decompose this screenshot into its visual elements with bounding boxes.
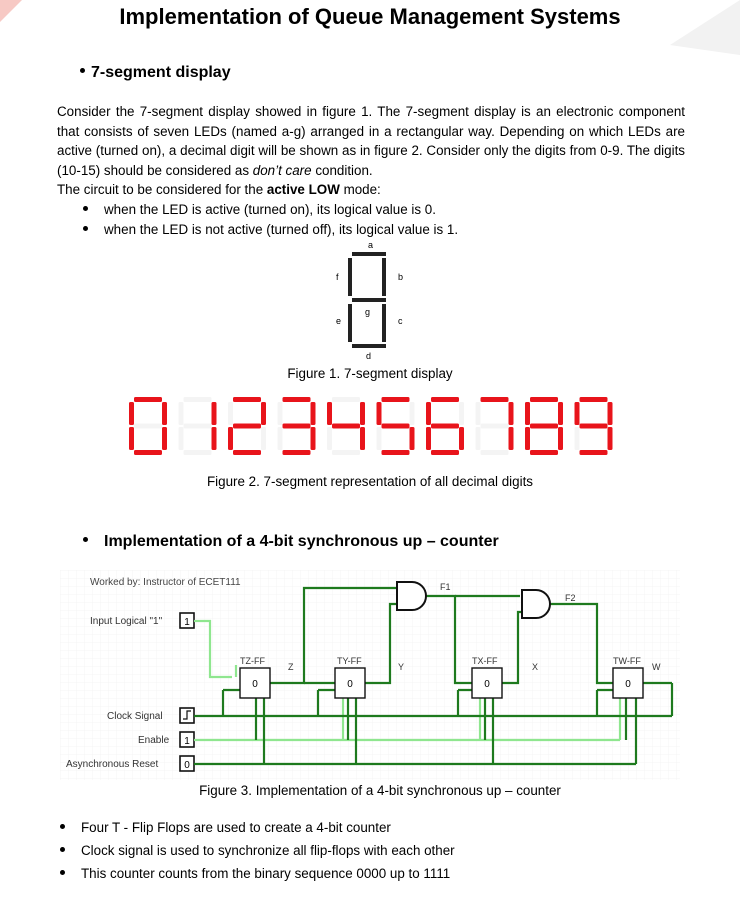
label-f: f: [336, 272, 339, 282]
input-logical-value: 1: [184, 617, 190, 628]
bullet-item: [83, 220, 458, 240]
counter-circuit: [60, 570, 680, 780]
circuit-grid: [60, 570, 680, 780]
flipflop-name: TY-FF: [337, 656, 362, 666]
digit-1-segment-g: [184, 424, 212, 429]
worked-by-label: Worked by: Instructor of ECET111: [90, 577, 241, 588]
bullet-text: This counter counts from the binary sequence 0000 up to 1111: [81, 866, 451, 881]
label-c: c: [398, 316, 403, 326]
digit-1-segment-b: [212, 402, 217, 425]
digit-0-segment-a: [134, 397, 162, 402]
para2-text: The circuit to be considered for the: [57, 182, 267, 197]
flipflop-name: TZ-FF: [240, 656, 265, 666]
bullet-item: [83, 200, 436, 220]
label-e: e: [336, 316, 342, 326]
digit-2-segment-d: [233, 450, 261, 455]
para-text-end: condition.: [311, 162, 373, 178]
segment-a: [352, 252, 386, 256]
digit-3-segment-a: [283, 397, 311, 402]
digit-8-segment-f: [525, 402, 530, 425]
digit-8-segment-e: [525, 427, 530, 450]
digit-0-segment-d: [134, 450, 162, 455]
bullet-text: when the LED is not active (turned off), its logical value is 1.: [104, 222, 459, 237]
digit-7-segment-d: [481, 450, 509, 455]
digit-4-segment-e: [327, 427, 332, 450]
digit-5-segment-d: [382, 450, 410, 455]
paragraph-intro: [57, 102, 685, 180]
digit-2-segment-g: [233, 424, 261, 429]
flipflop-state: 0: [347, 679, 353, 690]
section-heading-text: Implementation of a 4-bit synchronous up – counter: [104, 533, 499, 550]
segment-g: [352, 298, 386, 302]
digit-3-segment-c: [311, 427, 316, 450]
digit-6-segment-c: [459, 427, 464, 450]
digit-5-segment-g: [382, 424, 410, 429]
digit-8-segment-b: [558, 402, 563, 425]
digit-1: [179, 397, 217, 455]
digit-0-segment-f: [129, 402, 134, 425]
digit-9-segment-b: [608, 402, 613, 425]
digit-8-segment-g: [530, 424, 558, 429]
para2-bold: active LOW: [266, 182, 340, 197]
digit-1-segment-d: [184, 450, 212, 455]
digit-3-segment-g: [283, 424, 311, 429]
digit-1-segment-c: [212, 427, 217, 450]
digit-5-segment-a: [382, 397, 410, 402]
digit-3-segment-e: [278, 427, 283, 450]
digit-6-segment-a: [431, 397, 459, 402]
digit-4-segment-a: [332, 397, 360, 402]
segment-d: [352, 344, 386, 348]
digit-6-segment-d: [431, 450, 459, 455]
bullet-item: [60, 818, 391, 838]
flipflop-output-label: X: [532, 662, 539, 672]
digit-0: [129, 397, 167, 455]
flipflop-output-label: Z: [288, 662, 294, 672]
digit-8: [525, 397, 563, 455]
digit-7-segment-c: [509, 427, 514, 450]
digit-0-segment-e: [129, 427, 134, 450]
flipflop-output-label: W: [652, 662, 661, 672]
bullet-dot: [83, 226, 88, 231]
segment-c: [382, 304, 386, 342]
gate-label-f2: F2: [565, 593, 576, 603]
paragraph-active-low: [57, 180, 381, 200]
digit-7-segment-e: [476, 427, 481, 450]
digit-2-segment-e: [228, 427, 233, 450]
digit-5-segment-c: [410, 427, 415, 450]
digit-5-segment-e: [377, 427, 382, 450]
digit-9-segment-e: [575, 427, 580, 450]
gate-label-f1: F1: [440, 582, 451, 592]
digit-1-segment-e: [179, 427, 184, 450]
digit-5-segment-f: [377, 402, 382, 425]
reset-label: Asynchronous Reset: [66, 759, 159, 770]
flipflop-state: 0: [484, 679, 490, 690]
figure2-caption: Figure 2. 7-segment representation of all decimal digits: [206, 474, 533, 489]
digit-0-segment-b: [162, 402, 167, 425]
digit-8-segment-a: [530, 397, 558, 402]
digit-4-segment-b: [360, 402, 365, 425]
para-text: Consider the 7-segment display showed in figure 1. The 7-segment display is an electronic component that consists of seven LEDs (named a-g) arranged in a rectangular way. Depending on which LEDs are active (turned on), a decimal digit will be shown as in figure 2. Consider only the digits from 0-9. The digits (10-15) should be considered as: [57, 104, 685, 178]
digit-5-segment-b: [410, 402, 415, 425]
digit-9: [575, 397, 613, 455]
digit-6-segment-e: [426, 427, 431, 450]
reset-value: 0: [184, 760, 190, 771]
digit-7-segment-b: [509, 402, 514, 425]
bullet-text: when the LED is active (turned on), its logical value is 0.: [104, 202, 436, 217]
digits-row: [125, 395, 615, 457]
label-b: b: [398, 272, 404, 282]
digit-9-segment-c: [608, 427, 613, 450]
section-heading-text: 7-segment display: [91, 64, 231, 81]
digit-3-segment-d: [283, 450, 311, 455]
digit-3-segment-b: [311, 402, 316, 425]
digit-7: [476, 397, 514, 455]
digit-4-segment-c: [360, 427, 365, 450]
digit-7-segment-a: [481, 397, 509, 402]
label-g: g: [365, 307, 371, 317]
digit-9-segment-a: [580, 397, 608, 402]
digit-2-segment-c: [261, 427, 266, 450]
digit-7-segment-f: [476, 402, 481, 425]
digit-1-segment-a: [184, 397, 212, 402]
digit-3-segment-f: [278, 402, 283, 425]
bullet-dot: [60, 870, 65, 875]
para2-end: mode:: [339, 182, 381, 197]
digit-8-segment-c: [558, 427, 563, 450]
flipflop-state: 0: [625, 679, 631, 690]
section-heading-counter: [83, 533, 499, 551]
label-a: a: [368, 240, 374, 250]
bullet-item: [60, 864, 450, 884]
enable-value: 1: [184, 736, 190, 747]
clock-signal-label: Clock Signal: [107, 711, 163, 722]
digit-6-segment-b: [459, 402, 464, 425]
segment-f: [348, 258, 352, 296]
bullet-dot: [83, 206, 88, 211]
digit-6-segment-g: [431, 424, 459, 429]
digit-4-segment-d: [332, 450, 360, 455]
digit-7-segment-g: [481, 424, 509, 429]
digit-0-segment-g: [134, 424, 162, 429]
digit-6-segment-f: [426, 402, 431, 425]
bullet-dot: [60, 824, 65, 829]
flipflop-state: 0: [252, 679, 258, 690]
digit-4-segment-g: [332, 424, 360, 429]
digit-0-segment-c: [162, 427, 167, 450]
figure1-caption: Figure 1. 7-segment display: [287, 366, 453, 381]
input-logical-label: Input Logical "1": [90, 616, 163, 627]
digit-3: [278, 397, 316, 455]
figure3-caption: Figure 3. Implementation of a 4-bit synchronous up – counter: [199, 783, 561, 798]
digit-8-segment-d: [530, 450, 558, 455]
flipflop-name: TX-FF: [472, 656, 498, 666]
digit-6: [426, 397, 464, 455]
section-heading-7segment: [80, 64, 231, 82]
seven-segment-diagram: [330, 238, 410, 362]
flipflop-name: TW-FF: [613, 656, 641, 666]
bullet-item: [60, 841, 455, 861]
segment-b: [382, 258, 386, 296]
digit-9-segment-g: [580, 424, 608, 429]
label-d: d: [366, 351, 372, 361]
enable-label: Enable: [138, 735, 170, 746]
digit-2-segment-a: [233, 397, 261, 402]
digit-5: [377, 397, 415, 455]
bullet-text: Four T - Flip Flops are used to create a 4-bit counter: [81, 820, 391, 835]
flipflop-output-label: Y: [398, 662, 405, 672]
bullet-dot: [60, 847, 65, 852]
digit-9-segment-f: [575, 402, 580, 425]
para-italic: don’t care: [252, 162, 312, 178]
segment-e: [348, 304, 352, 342]
bullet-text: Clock signal is used to synchronize all flip-flops with each other: [81, 843, 455, 858]
page-title: Implementation of Queue Management Systems: [119, 4, 621, 29]
digit-1-segment-f: [179, 402, 184, 425]
digit-4: [327, 397, 365, 455]
digit-2: [228, 397, 266, 455]
digit-4-segment-f: [327, 402, 332, 425]
digit-2-segment-b: [261, 402, 266, 425]
digit-2-segment-f: [228, 402, 233, 425]
digit-9-segment-d: [580, 450, 608, 455]
